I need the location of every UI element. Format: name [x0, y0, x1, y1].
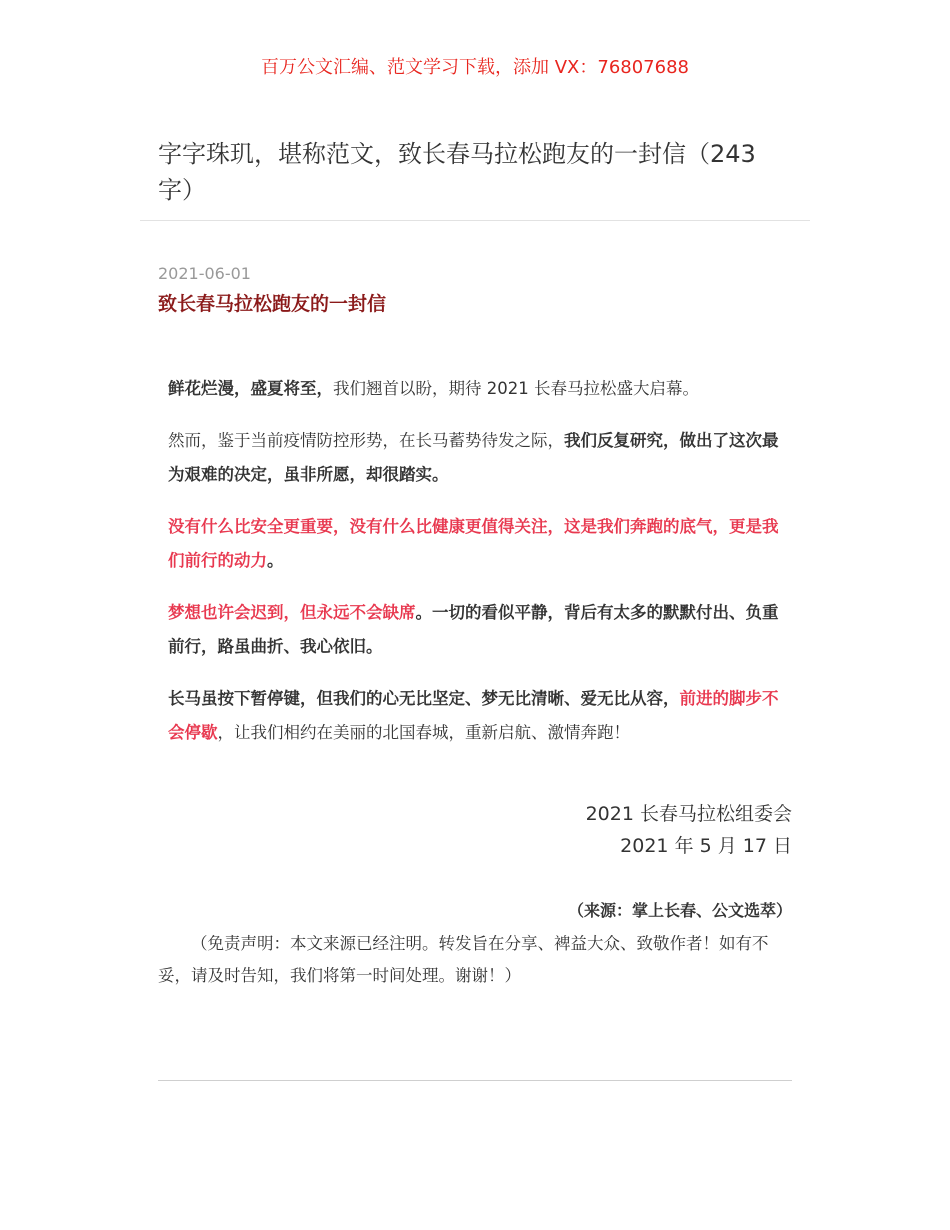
paragraph-2-text: 然而，鉴于当前疫情防控形势，在长马蓄势待发之际，	[168, 431, 564, 450]
paragraph-4-bold: 。一切的看似平静，背后有太多的默默付出、负重前行，路虽曲折、我心依旧。	[168, 603, 779, 656]
paragraph-3-bold: 。	[267, 551, 284, 570]
paragraph-5-highlight: 前进的脚步不会停歇	[168, 689, 779, 742]
article-subtitle: 致长春马拉松跑友的一封信	[158, 293, 387, 315]
paragraph-1	[168, 372, 788, 406]
paragraph-3	[168, 510, 788, 578]
paragraph-2	[168, 424, 788, 492]
paragraph-5-text: ，让我们相约在美丽的北国春城，重新启航、激情奔跑！	[217, 723, 630, 742]
disclaimer-text: （免责声明：本文来源已经注明。转发旨在分享、裨益大众、致敬作者！如有不妥，请及时告知，我们将第一时间处理。谢谢！）	[158, 934, 769, 985]
paragraph-1-text: 我们翘首以盼，期待 2021 长春马拉松盛大启幕。	[333, 379, 699, 398]
paragraph-5	[168, 682, 788, 750]
article-title: 字字珠玑，堪称范文，致长春马拉松跑友的一封信（243 字）	[158, 140, 756, 204]
paragraph-5-bold: 长马虽按下暂停键，但我们的心无比坚定、梦无比清晰、爱无比从容，	[168, 689, 680, 708]
signature-date: 2021 年 5 月 17 日	[620, 835, 792, 857]
promo-banner: 百万公文汇编、范文学习下载，添加 VX：76807688	[261, 57, 689, 78]
letter-body	[168, 372, 788, 768]
bottom-divider	[158, 1080, 792, 1081]
paragraph-1-bold: 鲜花烂漫，盛夏将至，	[168, 379, 333, 398]
source-credit: （来源：掌上长春、公文选萃）	[567, 901, 792, 920]
title-divider	[140, 220, 810, 221]
paragraph-3-highlight: 没有什么比安全更重要，没有什么比健康更值得关注，这是我们奔跑的底气，更是我们前行的动力	[168, 517, 779, 570]
signature-block	[586, 798, 792, 862]
publish-date: 2021-06-01	[158, 264, 251, 283]
paragraph-4-highlight: 梦想也许会迟到，但永远不会缺席	[168, 603, 416, 622]
signature-org: 2021 长春马拉松组委会	[585, 803, 792, 825]
paragraph-2-bold: 我们反复研究，做出了这次最为艰难的决定，虽非所愿，却很踏实。	[168, 431, 779, 484]
paragraph-4	[168, 596, 788, 664]
